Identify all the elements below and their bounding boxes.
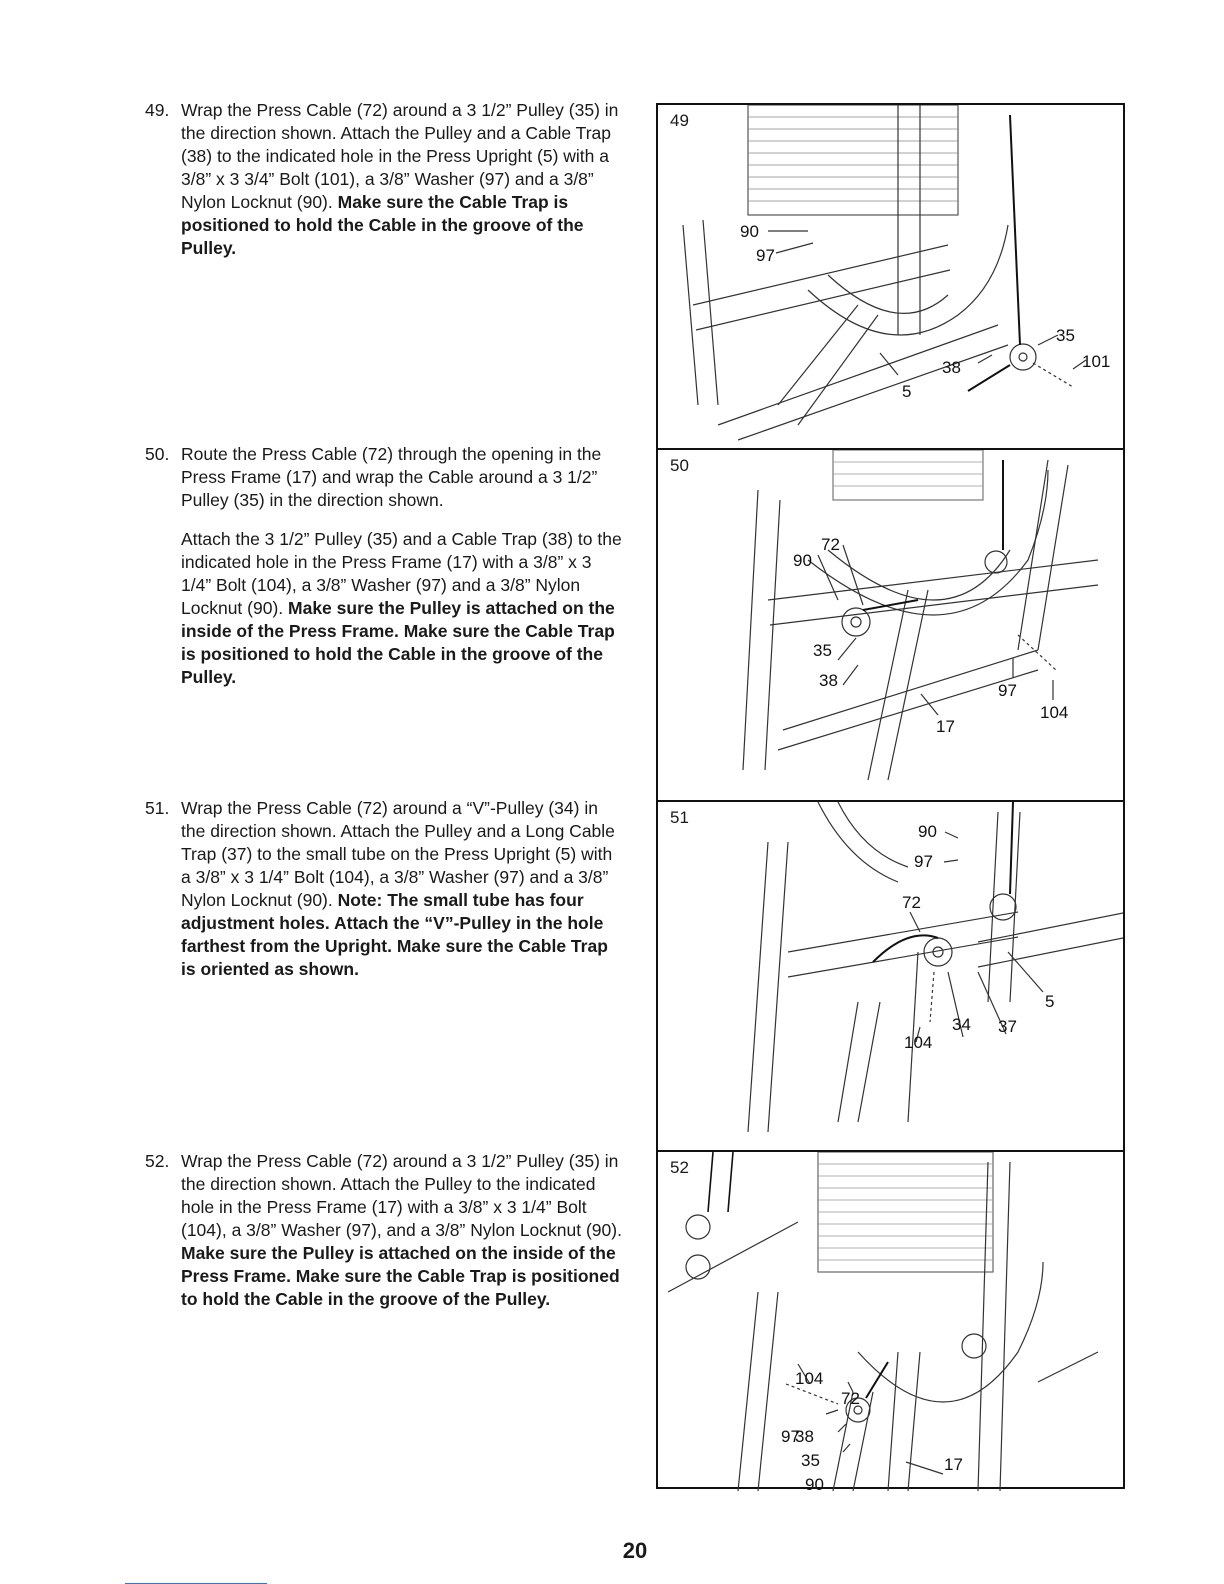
callout-5: 5 — [902, 382, 912, 401]
step-number: 51. — [145, 798, 170, 818]
callout-97: 97 — [914, 852, 933, 871]
figure-51-drawing — [658, 802, 1123, 1152]
callout-90: 90 — [793, 551, 812, 570]
callout-104: 104 — [904, 1033, 933, 1052]
callout-35: 35 — [801, 1451, 820, 1470]
step-number: 50. — [145, 444, 170, 464]
instruction-emphasis: Note: The small tube has four adjustment holes. Attach the “V”-Pulley in the hole farthest from the Upright. Make sure the Cable Trap is oriented as shown. — [181, 890, 608, 979]
callout-5: 5 — [1045, 992, 1055, 1011]
callout-37: 37 — [998, 1017, 1017, 1036]
step-paragraph — [181, 1150, 625, 1311]
callout-35: 35 — [1056, 326, 1075, 345]
instruction-text: Route the Press Cable (72) through the opening in the Press Frame (17) and wrap the Cable around a 3 1/2” Pulley (35) in the direction shown. — [181, 444, 602, 510]
callout-90: 90 — [740, 222, 759, 241]
callout-97: 97 — [781, 1427, 800, 1446]
figure-51 — [658, 802, 1123, 1152]
figure-52 — [658, 1152, 1123, 1491]
callout-72: 72 — [841, 1389, 860, 1408]
step-body — [181, 1150, 625, 1311]
step-paragraph — [181, 99, 625, 260]
figure-49-drawing — [658, 105, 1123, 450]
instruction-emphasis: Make sure the Cable Trap is positioned to hold the Cable in the groove of the Pulley. — [181, 192, 584, 258]
step-body — [181, 797, 625, 981]
callout-17: 17 — [944, 1455, 963, 1474]
instruction-text: Attach the 3 1/2” Pulley (35) and a Cable Trap (38) to the indicated hole in the Press Frame (17) with a 3/8” x 3 1/4” Bolt (104), a 3/8” Washer (97) and a 3/8” Nylon Locknut (90). — [181, 529, 622, 618]
figure-50 — [658, 450, 1123, 802]
figure-stack — [656, 103, 1125, 1489]
callout-38: 38 — [942, 358, 961, 377]
callout-72: 72 — [902, 893, 921, 912]
instruction-text: Wrap the Press Cable (72) around a 3 1/2” Pulley (35) in the direction shown. Attach the Pulley to the indicated hole in the Press Frame (17) with a 3/8” x 3 1/4” Bolt (104), a 3/8” Washer (97), and a 3/8” Nylon Locknut (90). — [181, 1151, 622, 1240]
step-body — [181, 99, 625, 260]
step-paragraph — [181, 797, 625, 981]
step-paragraph — [181, 443, 625, 512]
callout-90: 90 — [805, 1475, 824, 1491]
callout-97: 97 — [998, 681, 1017, 700]
figure-52-drawing — [658, 1152, 1123, 1491]
figure-label: 52 — [670, 1158, 689, 1177]
step-52 — [145, 1150, 625, 1327]
callout-38: 38 — [795, 1427, 814, 1446]
instruction-text: Wrap the Press Cable (72) around a “V”-Pulley (34) in the direction shown. Attach the Pulley and a Long Cable Trap (37) to the small tube on the Press Upright (5) with a 3/8” x 3 1/4” Bolt (104), a 3/8” Washer (97) and a 3/8” Nylon Locknut (90). — [181, 798, 615, 910]
callout-34: 34 — [952, 1015, 971, 1034]
step-50 — [145, 443, 625, 705]
figure-50-drawing — [658, 450, 1123, 802]
callout-104: 104 — [1040, 703, 1069, 722]
figure-label: 50 — [670, 456, 689, 475]
callout-38: 38 — [819, 671, 838, 690]
figure-label: 51 — [670, 808, 689, 827]
callout-97: 97 — [756, 246, 775, 265]
instruction-emphasis: Make sure the Pulley is attached on the inside of the Press Frame. Make sure the Cable Trap is positioned to hold the Cable in the groove of the Pulley. — [181, 1243, 620, 1309]
step-body — [181, 443, 625, 689]
callout-101: 101 — [1082, 352, 1111, 371]
figure-49 — [658, 105, 1123, 450]
step-paragraph — [181, 528, 625, 689]
instruction-text: Wrap the Press Cable (72) around a 3 1/2” Pulley (35) in the direction shown. Attach the Pulley and a Cable Trap (38) to the indicated hole in the Press Upright (5) with a 3/8” x 3 3/4” Bolt (101), a 3/8” Washer (97) and a 3/8” Nylon Locknut (90). — [181, 100, 619, 212]
step-49 — [145, 99, 625, 276]
figure-label: 49 — [670, 111, 689, 130]
step-number: 49. — [145, 100, 170, 120]
step-number: 52. — [145, 1151, 170, 1171]
callout-35: 35 — [813, 641, 832, 660]
instruction-emphasis: Make sure the Pulley is attached on the inside of the Press Frame. Make sure the Cable Trap is positioned to hold the Cable in the groove of the Pulley. — [181, 598, 615, 687]
step-51 — [145, 797, 625, 997]
callout-72: 72 — [821, 535, 840, 554]
page-number: 20 — [622, 1538, 648, 1563]
callout-90: 90 — [918, 822, 937, 841]
callout-17: 17 — [936, 717, 955, 736]
callout-104: 104 — [795, 1369, 824, 1388]
